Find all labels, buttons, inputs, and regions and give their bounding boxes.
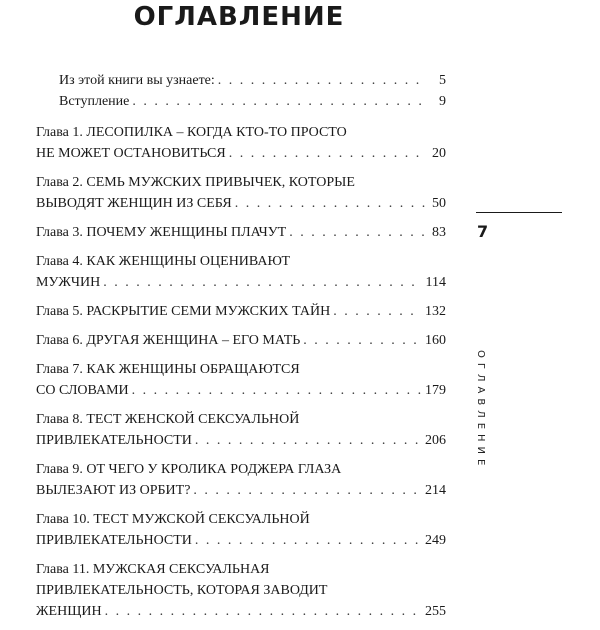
page-title: ОГЛАВЛЕНИЕ [133,2,345,32]
toc-intro-item[interactable] [59,91,446,112]
toc-page-number: 114 [425,275,446,290]
dot-leader [289,222,425,243]
dot-leader [132,380,422,401]
toc-chapter-item[interactable] [36,122,446,164]
toc-chapter-line: СО СЛОВАМИ [36,383,129,398]
dot-leader [235,193,425,214]
dot-leader [229,143,425,164]
toc-page-number: 255 [425,604,446,619]
toc-page-number: 20 [432,146,446,161]
toc-chapter-line: Глава 11. МУЖСКАЯ СЕКСУАЛЬНАЯ [36,562,270,577]
dot-leader [105,601,422,622]
toc-chapter-line: Глава 2. СЕМЬ МУЖСКИХ ПРИВЫЧЕК, КОТОРЫЕ [36,175,355,190]
toc-chapter-line: ВЫЛЕЗАЮТ ИЗ ОРБИТ? [36,483,191,498]
toc-page-number: 214 [425,483,446,498]
toc-page-number: 249 [425,533,446,548]
dot-leader [303,330,422,351]
toc-chapter-item[interactable] [36,559,446,622]
dot-leader [195,530,422,551]
toc-chapter-line: НЕ МОЖЕТ ОСТАНОВИТЬСЯ [36,146,226,161]
page-number: 7 [477,222,489,241]
toc-chapter-line: Глава 1. ЛЕСОПИЛКА – КОГДА КТО-ТО ПРОСТО [36,125,347,140]
toc-chapter-line: ЖЕНЩИН [36,604,102,619]
toc-chapter-line: Глава 8. ТЕСТ ЖЕНСКОЙ СЕКСУАЛЬНОЙ [36,412,300,427]
toc-chapter-item[interactable] [36,459,446,501]
toc-chapter-line: МУЖЧИН [36,275,101,290]
toc-chapter-line: Глава 4. КАК ЖЕНЩИНЫ ОЦЕНИВАЮТ [36,254,291,269]
toc-chapter-line: ВЫВОДЯТ ЖЕНЩИН ИЗ СЕБЯ [36,196,232,211]
toc-chapter-line: ПРИВЛЕКАТЕЛЬНОСТИ [36,433,192,448]
toc-page-number: 83 [432,225,446,240]
toc-page-number: 206 [425,433,446,448]
toc-chapter-item[interactable] [36,301,446,322]
toc-page-number: 179 [425,383,446,398]
dot-leader [195,430,422,451]
toc-chapter-line: Глава 9. ОТ ЧЕГО У КРОЛИКА РОДЖЕРА ГЛАЗА [36,462,342,477]
toc-chapter-item[interactable] [36,222,446,243]
toc-item-label: Из этой книги вы узнаете: [59,73,215,88]
toc-chapter-line: ПРИВЛЕКАТЕЛЬНОСТИ [36,533,192,548]
toc-page-number: 132 [425,304,446,319]
toc-chapter-item[interactable] [36,330,446,351]
dot-leader [193,480,422,501]
toc-page-number: 50 [432,196,446,211]
toc-chapter-item[interactable] [36,251,446,293]
toc-chapter-item[interactable] [36,509,446,551]
dot-leader [103,272,422,293]
toc-chapter-item[interactable] [36,409,446,451]
dot-leader [218,70,425,91]
toc-chapter-line: ПРИВЛЕКАТЕЛЬНОСТЬ, КОТОРАЯ ЗАВОДИТ [36,583,328,598]
toc-chapter-line: Глава 6. ДРУГАЯ ЖЕНЩИНА – ЕГО МАТЬ [36,333,301,348]
table-of-contents [36,70,446,630]
toc-intro-item[interactable] [59,70,446,91]
toc-chapter-line: Глава 3. ПОЧЕМУ ЖЕНЩИНЫ ПЛАЧУТ [36,225,287,240]
toc-chapter-line: Глава 10. ТЕСТ МУЖСКОЙ СЕКСУАЛЬНОЙ [36,512,310,527]
toc-page-number: 5 [439,73,446,88]
header-rule [476,212,562,213]
toc-chapter-line: Глава 7. КАК ЖЕНЩИНЫ ОБРАЩАЮТСЯ [36,362,300,377]
toc-chapter-item[interactable] [36,359,446,401]
toc-page-number: 9 [439,94,446,109]
toc-chapter-line: Глава 5. РАСКРЫТИЕ СЕМИ МУЖСКИХ ТАЙН [36,304,331,319]
toc-page-number: 160 [425,333,446,348]
dot-leader [333,301,422,322]
toc-chapter-item[interactable] [36,172,446,214]
toc-item-label: Вступление [59,94,130,109]
dot-leader [132,91,425,112]
running-head: ОГЛАВЛЕНИЕ [475,350,486,471]
